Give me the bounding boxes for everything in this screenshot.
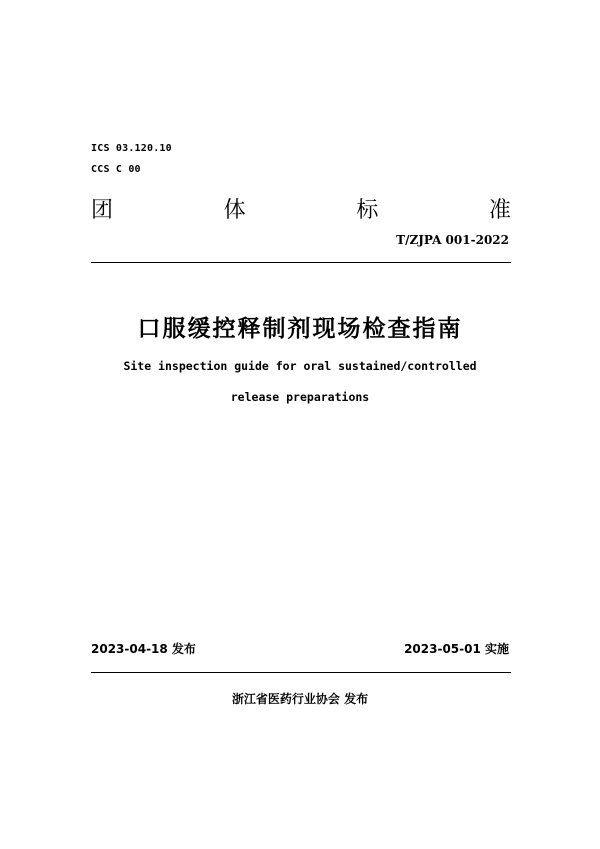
chinese-title: 口服缓控释制剂现场检查指南 [137,316,463,342]
issue-date: 2023-04-18 发布 [91,642,196,656]
publisher: 浙江省医药行业协会 发布 [231,692,369,706]
english-title-line-2: release preparations [230,390,370,404]
standard-type-char: 标 [356,198,379,223]
standard-type-char: 团 [91,198,114,223]
standard-type-char: 准 [488,198,511,223]
english-title-line-1: Site inspection guide for oral sustained/controlled [123,359,477,373]
top-divider [91,262,511,263]
standard-type-heading [91,193,511,224]
bottom-divider [91,672,511,673]
ccs-code: CCS C 00 [91,164,141,175]
standard-number: T/ZJPA 001-2022 [396,233,509,247]
standard-type-char: 体 [223,198,246,223]
implementation-date: 2023-05-01 实施 [404,642,509,656]
ics-code: ICS 03.120.10 [91,143,172,154]
